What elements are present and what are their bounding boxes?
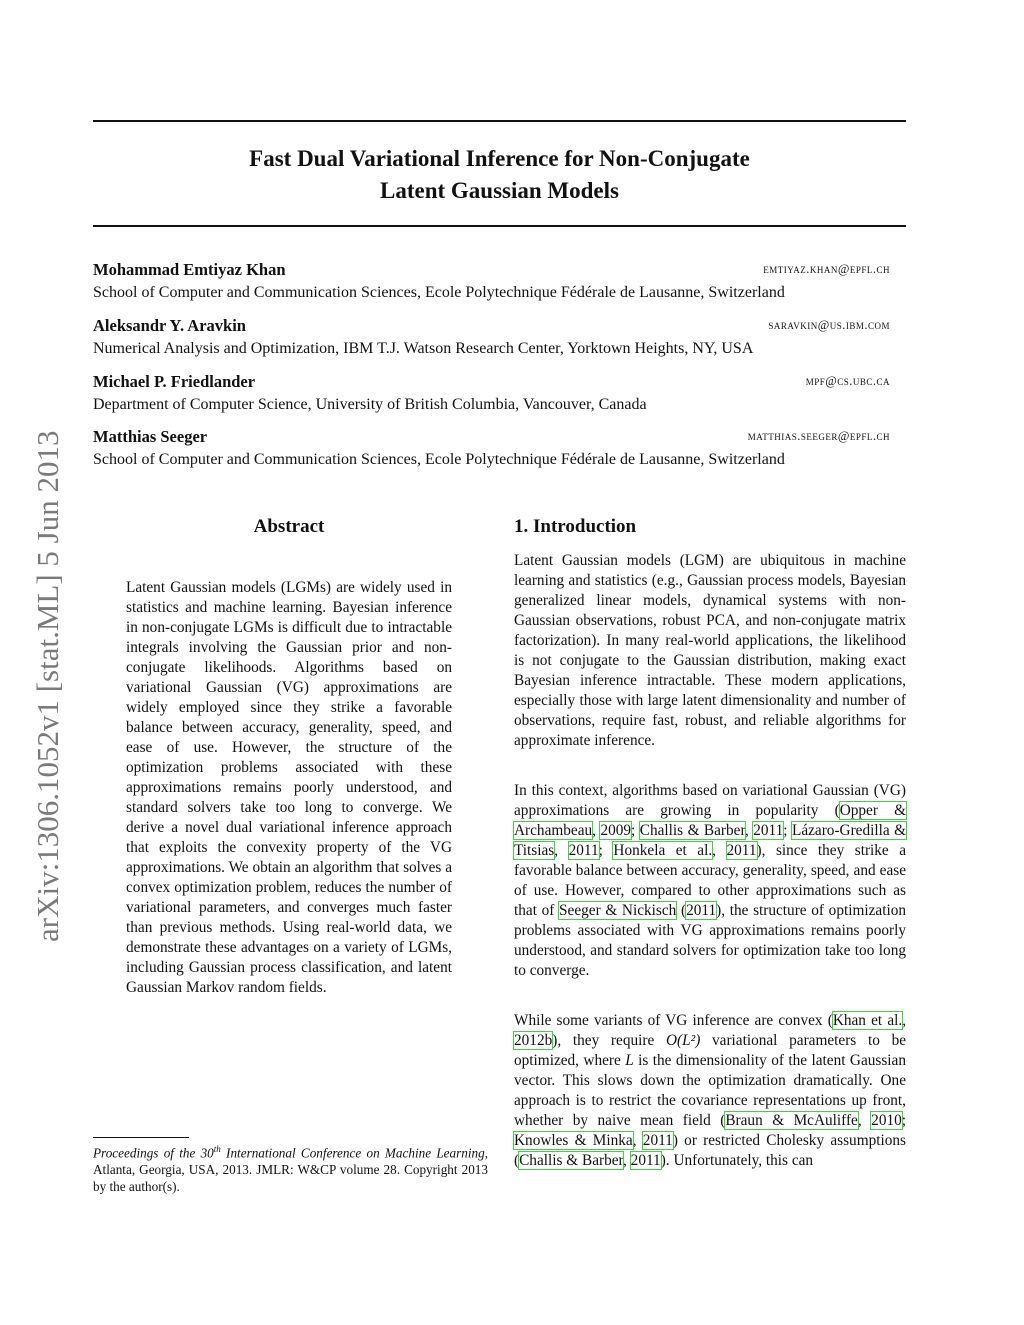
section-heading-introduction: 1. Introduction (514, 516, 637, 537)
footnote-superscript: th (213, 1144, 221, 1154)
math-expression: O(L²) (665, 1032, 701, 1049)
author-name: Aleksandr Y. Aravkin (93, 316, 246, 335)
paper-title-line-2: Latent Gaussian Models (380, 178, 619, 203)
citation-link[interactable]: 2011 (568, 842, 599, 859)
footnote (93, 1141, 488, 1195)
citation-link[interactable]: Opper & Archambeau (514, 802, 907, 839)
text-run: ), the structure of optimization problems associated with VG approximations remains poorly understood, and standard solvers for optimization take too long to converge. (514, 902, 907, 979)
author-affiliation: School of Computer and Communication Sciences, Ecole Polytechnique Fédérale de Lausanne, Switzerland (93, 451, 785, 468)
author-email[interactable]: saravkin@us.ibm.com (768, 318, 890, 332)
text-run: , (744, 822, 754, 839)
footnote-proceedings: Proceedings of the 30 (93, 1145, 214, 1161)
text-run: ; (598, 842, 614, 859)
text-run: While some variants of VG inference are convex ( (514, 1012, 833, 1029)
citation-link[interactable]: Challis & Barber (639, 822, 745, 839)
text-run: ), since they strike a favorable balance between accuracy, generality, speed, and ease of use. However, compared to other approximations such as that of (514, 842, 907, 919)
footnote-conference: International Conference on Machine Learning (220, 1145, 485, 1161)
text-run: ; (901, 1112, 907, 1129)
text-run: , (554, 842, 569, 859)
text-run: , (712, 842, 727, 859)
author-email[interactable]: mpf@cs.ubc.ca (805, 374, 890, 388)
text-run: ; (631, 822, 640, 839)
citation-link[interactable]: Braun & McAuliffe (725, 1112, 858, 1129)
text-run: In this context, algorithms based on variational Gaussian (VG) approximations are growing in popularity ( (514, 782, 906, 819)
author-name: Matthias Seeger (93, 427, 208, 446)
text-run: , (632, 1132, 643, 1149)
title-rule-top (93, 120, 906, 122)
citation-link[interactable]: Honkela et al. (613, 842, 713, 859)
text-run: , (902, 1012, 907, 1029)
citation-link[interactable]: 2011 (726, 842, 757, 859)
author-name: Mohammad Emtiyaz Khan (93, 260, 286, 279)
text-run: ). Unfortunately, this can (660, 1152, 814, 1169)
citation-link[interactable]: Lázaro-Gredilla & Titsias (514, 822, 907, 859)
text-run: , (857, 1112, 872, 1129)
citation-link[interactable]: Seeger & Nickisch (559, 902, 677, 919)
paper-title-line-1: Fast Dual Variational Inference for Non-Conjugate (249, 146, 750, 171)
abstract-heading: Abstract (253, 516, 325, 537)
text-run: ) or restricted Cholesky assumptions ( (514, 1132, 906, 1169)
citation-link[interactable]: Challis & Barber (519, 1152, 624, 1169)
intro-paragraph: Latent Gaussian models (LGM) are ubiquitous in machine learning and statistics (e.g., Gaussian process models, Bayesian generalized linear models, dynamical systems with non-Gaussian observations, robust PCA, and non-conjugate matrix factorization). In many real-world applications, the likelihood is not conjugate to the Gaussian distribution, making exact Bayesian inference intractable. These modern applications, especially those with large latent dimensionality and number of observations, require fast, robust, and reliable algorithms for approximate inference. (514, 552, 906, 749)
arxiv-identifier-stamp: arXiv:1306.1052v1 [stat.ML] 5 Jun 2013 (30, 430, 65, 942)
text-run: is the dimensionality of the latent Gaussian vector. This slows down the optimization dramatically. One approach is to restrict the covariance representations up front, whether by naive mean field ( (514, 1052, 906, 1129)
citation-link[interactable]: 2011 (630, 1152, 661, 1169)
citation-link[interactable]: 2012b (514, 1032, 553, 1049)
math-expression: L (625, 1052, 634, 1069)
text-run: ; (783, 822, 792, 839)
author-name: Michael P. Friedlander (93, 372, 256, 391)
intro-paragraph (514, 781, 906, 981)
text-run: variational parameters to be optimized, where (514, 1032, 907, 1069)
text-run: ( (676, 902, 687, 919)
citation-link[interactable]: 2011 (686, 902, 717, 919)
citation-link[interactable]: 2009 (600, 822, 632, 839)
text-run: , (623, 1152, 631, 1169)
text-run: , (592, 822, 601, 839)
citation-link[interactable]: 2010 (871, 1112, 902, 1129)
footnote-details: , Atlanta, Georgia, USA, 2013. JMLR: W&CP volume 28. Copyright 2013 by the author(s). (93, 1145, 488, 1195)
abstract-body: Latent Gaussian models (LGMs) are widely used in statistics and machine learning. Bayesian inference in non-conjugate LGMs is difficult due to intractable integrals involving the Gaussian prior and non-conjugate likelihoods. Algorithms based on variational Gaussian (VG) approximations are widely employed since they strike a favorable balance between accuracy, generality, speed, and ease of use. However, the structure of the optimization problems associated with these approximations remains poorly understood, and standard solvers take too long to converge. We derive a novel dual variational inference approach that exploits the convexity property of the VG approximations. We obtain an algorithm that solves a convex optimization problem, reduces the number of variational parameters, and converges much faster than previous methods. Using real-world data, we demonstrate these advantages on a variety of LGMs, including Gaussian process classification, and latent Gaussian Markov random fields. (126, 579, 452, 996)
author-email[interactable]: matthias.seeger@epfl.ch (747, 429, 890, 443)
citation-link[interactable]: 2011 (753, 822, 784, 839)
intro-paragraph (514, 1011, 906, 1171)
footnote-rule (93, 1137, 189, 1138)
text-run: ), they require (552, 1032, 666, 1049)
author-affiliation: School of Computer and Communication Sciences, Ecole Polytechnique Fédérale de Lausanne, Switzerland (93, 284, 785, 301)
author-affiliation: Department of Computer Science, University of British Columbia, Vancouver, Canada (93, 396, 647, 413)
citation-link[interactable]: 2011 (642, 1132, 673, 1149)
author-affiliation: Numerical Analysis and Optimization, IBM T.J. Watson Research Center, Yorktown Heights, NY, USA (93, 340, 754, 357)
citation-link[interactable]: Khan et al. (832, 1012, 903, 1029)
author-email[interactable]: emtiyaz.khan@epfl.ch (763, 262, 890, 276)
citation-link[interactable]: Knowles & Minka (514, 1132, 633, 1149)
title-rule-bottom (93, 225, 906, 227)
